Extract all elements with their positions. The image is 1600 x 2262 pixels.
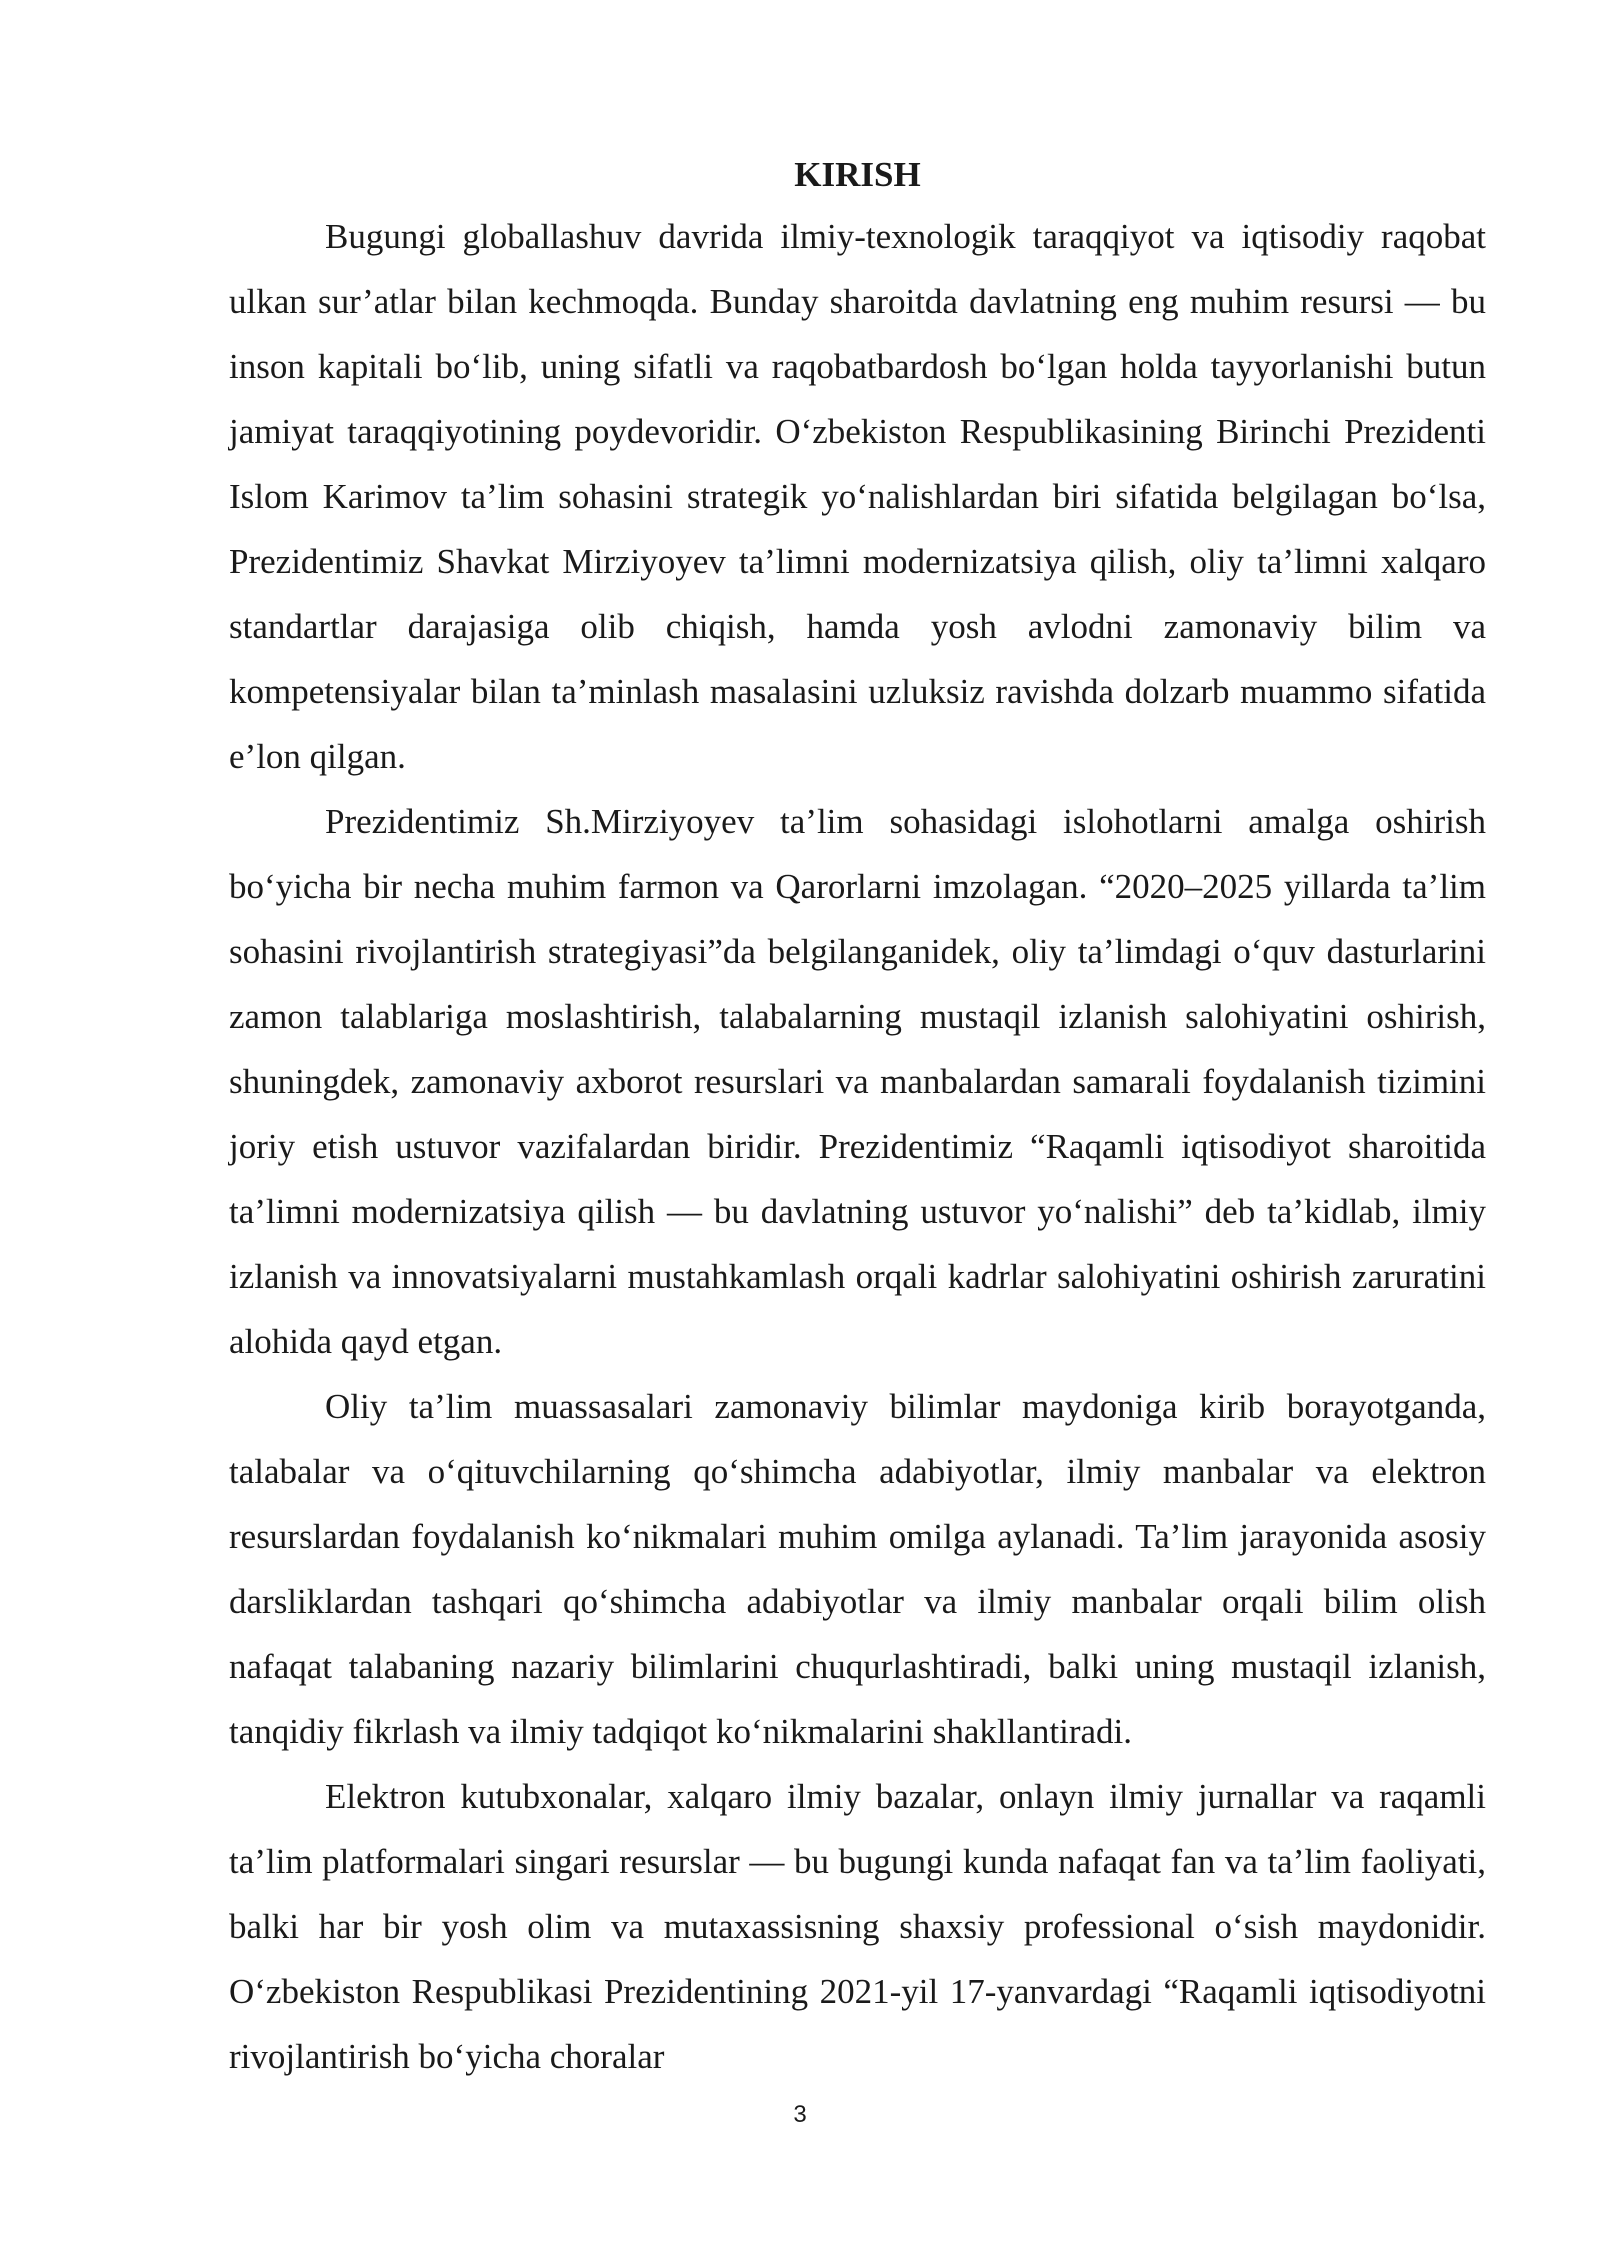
section-heading: KIRISH — [794, 155, 921, 194]
paragraph-4: Elektron kutubxonalar, xalqaro ilmiy bazalar, onlayn ilmiy jurnallar va raqamli ta’lim platformalari singari resurslar — bu bugungi kunda nafaqat fan va ta’lim faoliyati, balki har bir yosh olim va mutaxassisning shaxsiy professional o‘sish maydonidir. O‘zbekiston Respublikasi Prezidentining 2021-yil 17-yanvardagi “Raqamli iqtisodiyotni rivojlantirish bo‘yicha choralar — [229, 1777, 1486, 2076]
document-page — [229, 150, 1486, 2089]
paragraph-3: Oliy ta’lim muassasalari zamonaviy bilimlar maydoniga kirib borayotganda, talabalar va o‘qituvchilarning qo‘shimcha adabiyotlar, ilmiy manbalar va elektron resurslardan foydalanish ko‘nikmalari muhim omilga aylanadi. Ta’lim jarayonida asosiy darsliklardan tashqari qo‘shimcha adabiyotlar va ilmiy manbalar orqali bilim olish nafaqat talabaning nazariy bilimlarini chuqurlashtiradi, balki uning mustaqil izlanish, tanqidiy fikrlash va ilmiy tadqiqot ko‘nikmalarini shakllantiradi. — [229, 1387, 1486, 1751]
paragraph-2: Prezidentimiz Sh.Mirziyoyev ta’lim sohasidagi islohotlarni amalga oshirish bo‘yicha bir necha muhim farmon va Qarorlarni imzolagan. “2020–2025 yillarda ta’lim sohasini rivojlantirish strategiyasi”da belgilanganidek, oliy ta’limdagi o‘quv dasturlarini zamon talablariga moslashtirish, talabalarning mustaqil izlanish salohiyatini oshirish, shuningdek, zamonaviy axborot resurslari va manbalardan samarali foydalanish tizimini joriy etish ustuvor vazifalardan biridir. Prezidentimiz “Raqamli iqtisodiyot sharoitida ta’limni modernizatsiya qilish — bu davlatning ustuvor yo‘nalishi” deb ta’kidlab, ilmiy izlanish va innovatsiyalarni mustahkamlash orqali kadrlar salohiyatini oshirish zaruratini alohida qayd etgan. — [229, 802, 1486, 1361]
paragraph-1: Bugungi globallashuv davrida ilmiy-texnologik taraqqiyot va iqtisodiy raqobat ulkan sur’atlar bilan kechmoqda. Bunday sharoitda davlatning eng muhim resursi — bu inson kapitali bo‘lib, uning sifatli va raqobatbardosh bo‘lgan holda tayyorlanishi butun jamiyat taraqqiyotining poydevoridir. O‘zbekiston Respublikasining Birinchi Prezidenti Islom Karimov ta’lim sohasini strategik yo‘nalishlardan biri sifatida belgilagan bo‘lsa, Prezidentimiz Shavkat Mirziyoyev ta’limni modernizatsiya qilish, oliy ta’limni xalqaro standartlar darajasiga olib chiqish, hamda yosh avlodni zamonaviy bilim va kompetensiyalar bilan ta’minlash masalasini uzluksiz ravishda dolzarb muammo sifatida e’lon qilgan. — [229, 217, 1486, 776]
page-number: 3 — [793, 2101, 807, 2128]
